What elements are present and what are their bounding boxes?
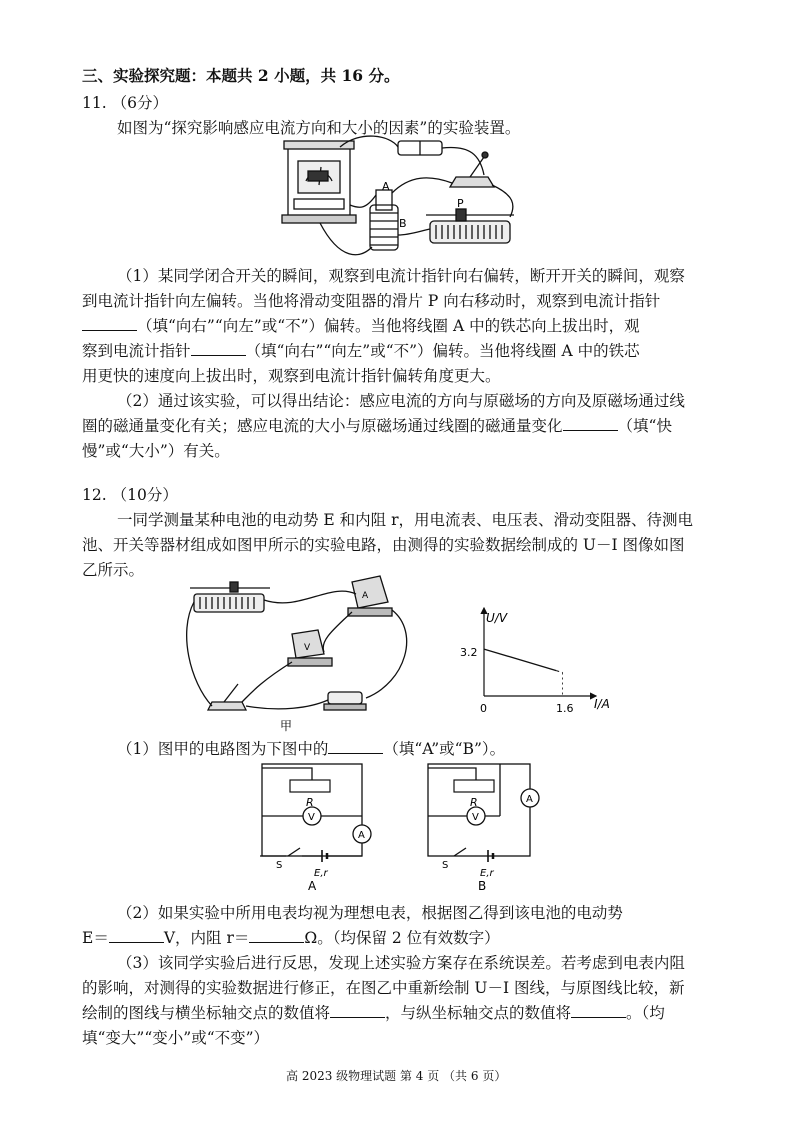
q12-sub2-line2 [82, 928, 500, 948]
coil-a-icon [376, 190, 392, 210]
q12-sub1 [117, 739, 505, 759]
battery-icon [328, 692, 362, 704]
answer-blank-2[interactable] [191, 341, 246, 356]
b-voltmeter-label: V [472, 812, 479, 823]
q12-number: 12. [82, 486, 107, 504]
coil-b-icon [370, 205, 398, 250]
circuit-b [428, 764, 539, 862]
switch-icon [450, 177, 494, 187]
origin-label: 0 [480, 702, 487, 715]
ui-line-extension [556, 671, 562, 673]
q11-header [82, 93, 168, 113]
label-coil-a: A [382, 180, 390, 193]
circuit-a [260, 764, 371, 862]
q11-p1-line3 [82, 316, 640, 336]
q12-ui-graph [458, 602, 618, 720]
answer-blank-1[interactable] [82, 316, 137, 331]
label-slider-p: P [457, 197, 464, 210]
x-axis-label: I/A [594, 697, 610, 711]
y-tick-label: 3.2 [460, 646, 478, 659]
answer-blank-3[interactable] [563, 416, 618, 431]
q12-sub3-c: 。（均 [626, 1004, 665, 1022]
q11-intro: 如图为“探究影响感应电流方向和大小的因素”的实验装置。 [117, 119, 521, 137]
a-battery-label: E,r [314, 868, 328, 879]
answer-blank-8[interactable] [571, 1003, 626, 1018]
q12-sub3-line2: 的影响，对测得的实验数据进行修正，在图乙中重新绘制 U－I 图线，与原图线比较，新 [82, 979, 685, 997]
b-resistor-label: R [470, 796, 478, 809]
q11-p1-line3-text: （填“向右”“向左”或“不”）偏转。当他将线圈 A 中的铁芯向上拔出时，观 [137, 317, 640, 335]
q12-points: （10分） [111, 486, 178, 504]
a-switch-label: S [276, 860, 283, 871]
label-coil-b: B [399, 217, 407, 230]
q12-sub1-a: （1）图甲的电路图为下图中的 [117, 740, 329, 758]
q12-sub3-b: ，与纵坐标轴交点的数值将 [385, 1004, 572, 1022]
circuit-diagrams [250, 758, 570, 892]
page-footer: 高 2023 级物理试题 第 4 页 （共 6 页） [286, 1069, 507, 1083]
q11-p2-line1: （2）通过该实验，可以得出结论：感应电流的方向与原磁场的方向及原磁场通过线 [117, 392, 685, 410]
x-tick-label: 1.6 [556, 702, 574, 715]
q11-p1-line1: （1）某同学闭合开关的瞬间，观察到电流计指针向右偏转，断开开关的瞬间，观察 [117, 267, 685, 285]
q11-p1-line4-b: （填“向右”“向左”或“不”）偏转。当他将线圈 A 中的铁芯 [245, 342, 640, 360]
answer-blank-7[interactable] [330, 1003, 385, 1018]
q12-header [82, 485, 178, 505]
q12-sub2-line1: （2）如果实验中所用电表均视为理想电表，根据图乙得到该电池的电动势 [117, 904, 623, 922]
a-resistor-label: R [306, 796, 314, 809]
q12-intro-line1: 一同学测量某种电池的电动势 E 和内阻 r，用电流表、电压表、滑动变阻器、待测电 [117, 511, 694, 529]
answer-blank-5[interactable] [109, 928, 164, 943]
q12-sub1-b: （填“A”或“B”）。 [383, 740, 506, 758]
q11-apparatus-figure [280, 135, 520, 261]
q11-p2-line2-a: 圈的磁通量变化有关；感应电流的大小与原磁场通过线圈的磁通量变化 [82, 417, 563, 435]
answer-blank-4[interactable] [328, 739, 383, 754]
figure-jia-label: 甲 [280, 719, 293, 733]
q11-p1-line4-a: 察到电流计指针 [82, 342, 191, 360]
a-voltmeter-label: V [308, 812, 315, 823]
q11-p2-line2-b: （填“快 [617, 417, 672, 435]
b-switch-label: S [442, 860, 449, 871]
switch-icon [208, 702, 246, 710]
a-ammeter-label: A [358, 830, 365, 841]
q11-p1-line2: 到电流计指针向左偏转。当他将滑动变阻器的滑片 P 向右移动时，观察到电流计指针 [82, 292, 661, 310]
q12-sub3-line3 [82, 1003, 665, 1023]
circuit-a-caption: A [308, 879, 317, 892]
q12-sub3-line4: 填“变大”“变小”或“不变”） [82, 1029, 270, 1047]
answer-blank-6[interactable] [249, 928, 304, 943]
q12-intro-line3: 乙所示。 [82, 561, 145, 579]
section-title: 三、实验探究题：本题共 2 小题，共 16 分。 [82, 66, 400, 85]
voltmeter-face-label: V [304, 643, 311, 653]
b-ammeter-label: A [526, 794, 533, 805]
q11-points: （6分） [111, 94, 168, 112]
q12-sub3-a: 绘制的图线与横坐标轴交点的数值将 [82, 1004, 331, 1022]
q12-sub2-r: V，内阻 r＝ [163, 929, 250, 947]
ammeter-face-label: A [362, 591, 369, 601]
q11-p1-line4 [82, 341, 640, 361]
circuit-b-caption: B [478, 879, 487, 892]
q12-sub2-end: Ω。（均保留 2 位有效数字） [304, 929, 500, 947]
ui-data-line [484, 649, 556, 671]
q12-sub2-e: E＝ [82, 929, 109, 947]
b-battery-label: E,r [480, 868, 494, 879]
q11-number: 11. [82, 94, 107, 112]
q11-p2-line2 [82, 416, 672, 436]
ammeter-icon [352, 576, 388, 608]
q12-intro-line2: 池、开关等器材组成如图甲所示的实验电路，由测得的实验数据绘制成的 U－I 图像如图 [82, 536, 685, 554]
y-axis-label: U/V [486, 611, 508, 625]
q12-figure-jia [180, 572, 420, 734]
q12-sub3-line1: （3）该同学实验后进行反思，发现上述实验方案存在系统误差。若考虑到电表内阻 [117, 954, 685, 972]
q11-p1-line5: 用更快的速度向上拔出时，观察到电流计指针偏转角度更大。 [82, 367, 501, 385]
q11-p2-line3: 慢”或“大小”）有关。 [82, 442, 230, 460]
